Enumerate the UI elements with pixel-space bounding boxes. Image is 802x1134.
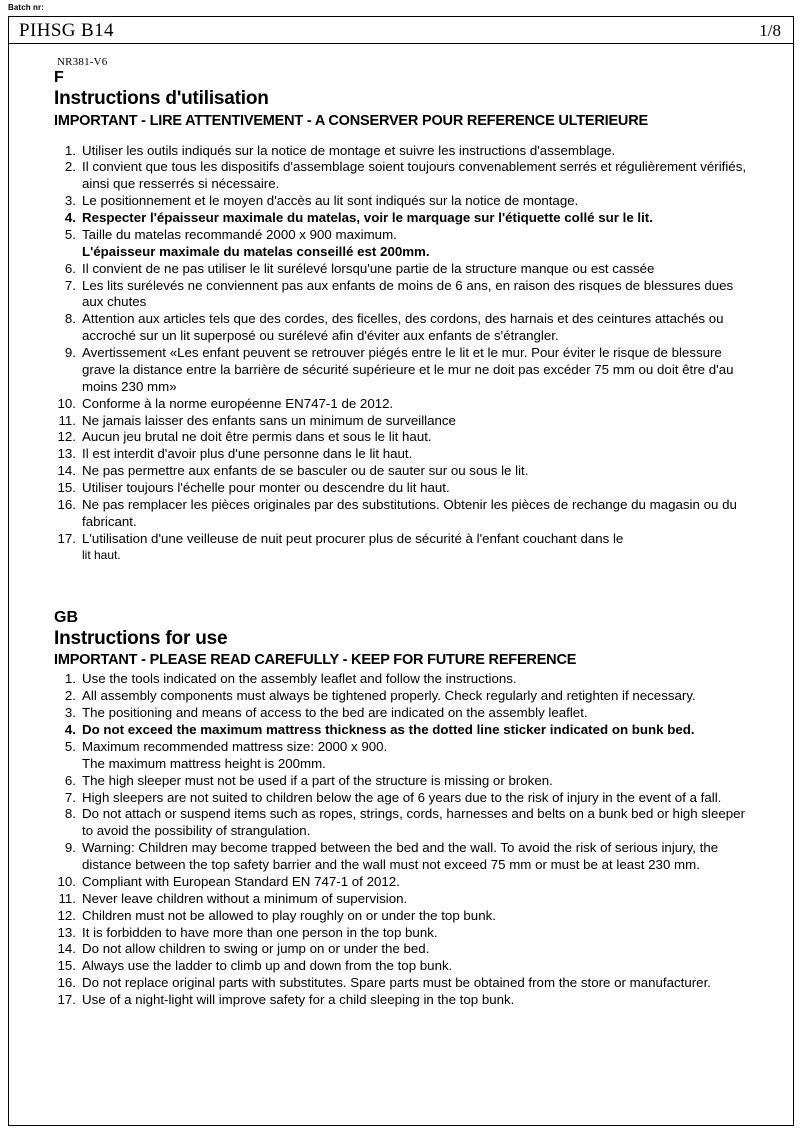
list-item bbox=[54, 790, 754, 807]
list-item bbox=[54, 143, 754, 160]
list-item bbox=[54, 531, 754, 563]
list-number: 15. bbox=[57, 480, 76, 496]
list-text: Attention aux articles tels que des cordes, des ficelles, des cordons, des harnais et des ceintures attachés ou accroché sur un lit superposé ou surélevé afin d'éviter aux enfants de s'étrangler. bbox=[82, 311, 724, 344]
list-item bbox=[54, 941, 754, 958]
list-number: 8. bbox=[64, 311, 76, 327]
important-notice-gb: IMPORTANT - PLEASE READ CAREFULLY - KEEP FOR FUTURE REFERENCE bbox=[54, 652, 577, 668]
list-text: Il convient que tous les dispositifs d'assemblage soient toujours convenablement serrés et régulièrement vérifiés, ainsi que resserrés si nécessaire. bbox=[82, 159, 747, 192]
list-number: 4. bbox=[64, 210, 76, 226]
list-item bbox=[54, 992, 754, 1009]
list-number: 7. bbox=[64, 277, 76, 293]
revision-code: NR381-V6 bbox=[57, 56, 108, 68]
list-text: L'utilisation d'une veilleuse de nuit peut procurer plus de sécurité à l'enfant couchant dans le bbox=[82, 530, 624, 546]
batch-label: Batch nr: bbox=[8, 3, 45, 12]
list-text: Use of a night-light will improve safety for a child sleeping in the top bunk. bbox=[82, 992, 515, 1008]
list-item bbox=[54, 688, 754, 705]
section-english bbox=[54, 609, 754, 1009]
list-number: 6. bbox=[64, 772, 76, 788]
list-text: Do not exceed the maximum mattress thickness as the dotted line sticker indicated on bunk bed. bbox=[82, 722, 695, 738]
list-number: 17. bbox=[57, 530, 76, 546]
list-text: Avertissement «Les enfant peuvent se retrouver piégés entre le lit et le mur. Pour éviter le risque de blessure grave la distance entre la barrière de sécurité supérieure et le mur ne doit pas excéder 75 mm ou doit être d'au moins 230 mm» bbox=[82, 345, 734, 394]
list-text: Conforme à la norme européenne EN747-1 de 2012. bbox=[82, 395, 394, 411]
list-number: 13. bbox=[57, 924, 76, 940]
list-item bbox=[54, 908, 754, 925]
list-item bbox=[54, 396, 754, 413]
list-text: Ne pas remplacer les pièces originales par des substitutions. Obtenir les pièces de rechange du magasin ou du fabricant. bbox=[82, 496, 737, 529]
list-item bbox=[54, 227, 754, 261]
list-number: 2. bbox=[64, 688, 76, 704]
list-number: 9. bbox=[64, 345, 76, 361]
list-text: All assembly components must always be tightened properly. Check regularly and retighten if necessary. bbox=[82, 688, 696, 704]
list-number: 11. bbox=[58, 890, 76, 906]
list-item bbox=[54, 722, 754, 739]
list-number: 5. bbox=[64, 226, 76, 242]
list-number: 3. bbox=[64, 193, 76, 209]
list-text: Children must not be allowed to play roughly on or under the top bunk. bbox=[82, 907, 496, 923]
list-text: Aucun jeu brutal ne doit être permis dans et sous le lit haut. bbox=[82, 429, 432, 445]
list-number: 14. bbox=[57, 941, 76, 957]
language-code-gb: GB bbox=[54, 608, 78, 626]
document-title-bar bbox=[9, 17, 793, 44]
list-number: 13. bbox=[57, 446, 76, 462]
list-item bbox=[54, 311, 754, 345]
list-item bbox=[54, 958, 754, 975]
list-text: Ne pas permettre aux enfants de se basculer ou de sauter sur ou sous le lit. bbox=[82, 463, 529, 479]
list-text: Do not attach or suspend items such as ropes, strings, cords, harnesses and belts on a bunk bed or high sleeper to avoid the possibility of strangulation. bbox=[82, 806, 746, 839]
list-number: 4. bbox=[64, 722, 76, 738]
list-item bbox=[54, 413, 754, 430]
list-item bbox=[54, 840, 754, 874]
list-item bbox=[54, 210, 754, 227]
list-number: 8. bbox=[64, 806, 76, 822]
instruction-list-fr bbox=[54, 143, 754, 563]
list-number: 15. bbox=[57, 958, 76, 974]
list-text: Taille du matelas recommandé 2000 x 900 maximum. bbox=[82, 226, 397, 242]
document-frame bbox=[8, 16, 794, 1126]
list-item bbox=[54, 925, 754, 942]
list-item bbox=[54, 806, 754, 840]
list-number: 9. bbox=[64, 840, 76, 856]
list-number: 12. bbox=[57, 907, 76, 923]
list-text: Warning: Children may become trapped between the bed and the wall. To avoid the risk of serious injury, the distance between the top safety barrier and the wall must not exceed 75 mm or must be at least 230 mm. bbox=[82, 840, 719, 873]
list-number: 6. bbox=[64, 260, 76, 276]
list-text: Le positionnement et le moyen d'accès au lit sont indiqués sur la notice de montage. bbox=[82, 193, 579, 209]
document-content bbox=[54, 69, 754, 1009]
list-text: Do not replace original parts with substitutes. Spare parts must be obtained from the store or manufacturer. bbox=[82, 975, 711, 991]
list-number: 12. bbox=[57, 429, 76, 445]
document-code: PIHSG B14 bbox=[19, 20, 114, 41]
section-title-gb: Instructions for use bbox=[54, 628, 228, 650]
list-text: Respecter l'épaisseur maximale du matelas, voir le marquage sur l'étiquette collé sur le lit. bbox=[82, 210, 653, 226]
list-number: 16. bbox=[57, 975, 76, 991]
list-number: 2. bbox=[64, 159, 76, 175]
list-item bbox=[54, 345, 754, 396]
language-code-fr: F bbox=[54, 69, 64, 86]
list-text: High sleepers are not suited to children below the age of 6 years due to the risk of injury in the event of a fall. bbox=[82, 789, 722, 805]
list-number: 11. bbox=[58, 412, 76, 428]
list-item bbox=[54, 159, 754, 193]
list-item bbox=[54, 278, 754, 312]
list-number: 1. bbox=[64, 142, 76, 158]
list-item bbox=[54, 497, 754, 531]
list-text: Always use the ladder to climb up and down from the top bunk. bbox=[82, 958, 453, 974]
page-number: 1/8 bbox=[759, 21, 781, 40]
list-subtext: lit haut. bbox=[82, 547, 121, 562]
list-item bbox=[54, 773, 754, 790]
list-number: 14. bbox=[57, 463, 76, 479]
list-text: Ne jamais laisser des enfants sans un minimum de surveillance bbox=[82, 412, 456, 428]
list-text: Do not allow children to swing or jump on or under the bed. bbox=[82, 941, 430, 957]
important-notice-fr: IMPORTANT - LIRE ATTENTIVEMENT - A CONSERVER POUR REFERENCE ULTERIEURE bbox=[54, 113, 648, 130]
list-text: Utiliser toujours l'échelle pour monter ou descendre du lit haut. bbox=[82, 480, 450, 496]
list-item bbox=[54, 446, 754, 463]
list-item bbox=[54, 480, 754, 497]
list-item bbox=[54, 429, 754, 446]
list-item bbox=[54, 261, 754, 278]
list-text: Maximum recommended mattress size: 2000 x 900. bbox=[82, 738, 388, 754]
list-text: Compliant with European Standard EN 747-1 of 2012. bbox=[82, 873, 400, 889]
list-item bbox=[54, 975, 754, 992]
list-text: Never leave children without a minimum of supervision. bbox=[82, 890, 408, 906]
list-item bbox=[54, 705, 754, 722]
section-french bbox=[54, 69, 754, 563]
list-subtext: L'épaisseur maximale du matelas conseillé est 200mm. bbox=[82, 243, 430, 259]
list-number: 7. bbox=[64, 789, 76, 805]
list-text: Les lits surélevés ne conviennent pas aux enfants de moins de 6 ans, en raison des risques de blessures dues aux chutes bbox=[82, 277, 734, 310]
list-number: 1. bbox=[64, 671, 76, 687]
list-text: Il est interdit d'avoir plus d'une personne dans le lit haut. bbox=[82, 446, 413, 462]
list-item bbox=[54, 463, 754, 480]
list-text: Utiliser les outils indiqués sur la notice de montage et suivre les instructions d'assemblage. bbox=[82, 142, 616, 158]
list-text: Il convient de ne pas utiliser le lit surélevé lorsqu'une partie de la structure manque ou est cassée bbox=[82, 260, 655, 276]
list-number: 16. bbox=[57, 496, 76, 512]
list-subtext: The maximum mattress height is 200mm. bbox=[82, 755, 326, 771]
list-text: The high sleeper must not be used if a part of the structure is missing or broken. bbox=[82, 772, 553, 788]
section-title-fr: Instructions d'utilisation bbox=[54, 88, 269, 110]
list-item bbox=[54, 193, 754, 210]
list-number: 10. bbox=[57, 873, 76, 889]
list-item bbox=[54, 891, 754, 908]
list-item bbox=[54, 874, 754, 891]
list-item bbox=[54, 739, 754, 773]
instruction-list-gb bbox=[54, 671, 754, 1009]
list-item bbox=[54, 671, 754, 688]
list-number: 10. bbox=[57, 395, 76, 411]
list-number: 17. bbox=[57, 992, 76, 1008]
list-text: It is forbidden to have more than one person in the top bunk. bbox=[82, 924, 438, 940]
list-text: The positioning and means of access to the bed are indicated on the assembly leaflet. bbox=[82, 705, 588, 721]
list-number: 3. bbox=[64, 705, 76, 721]
list-number: 5. bbox=[64, 738, 76, 754]
list-text: Use the tools indicated on the assembly leaflet and follow the instructions. bbox=[82, 671, 517, 687]
